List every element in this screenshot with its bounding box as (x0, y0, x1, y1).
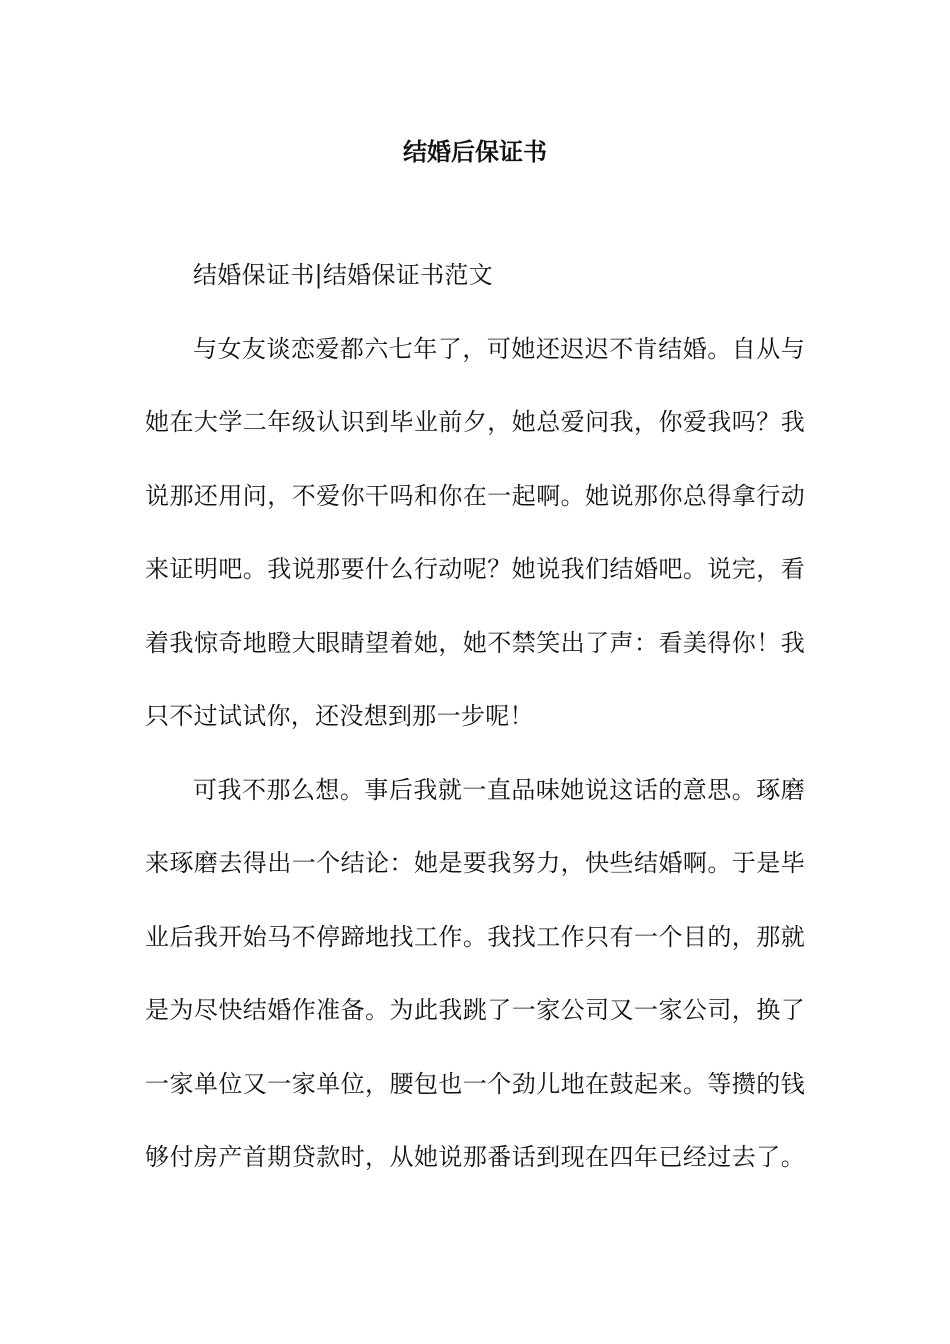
text-line: 来琢磨去得出一个结论：她是要我努力，快些结婚啊。于是毕 (145, 849, 805, 877)
text-line: 只不过试试你，还没想到那一步呢！ (145, 702, 534, 730)
document-title: 结婚后保证书 (403, 137, 547, 166)
text-line: 一家单位又一家单位，腰包也一个劲儿地在鼓起来。等攒的钱 (145, 1069, 805, 1098)
text-line: 业后我开始马不停蹄地找工作。我找工作只有一个目的，那就 (145, 922, 805, 951)
text-line: 与女友谈恋爱都六七年了，可她还迟迟不肯结婚。自从与 (193, 334, 805, 363)
text-line: 够付房产首期贷款时，从她说那番话到现在四年已经过去了。 (145, 1143, 805, 1171)
text-line: 来证明吧。我说那要什么行动呢？她说我们结婚吧。说完，看 (145, 555, 805, 583)
text-line: 说那还用问，不爱你干吗和你在一起啊。她说那你总得拿行动 (145, 481, 805, 510)
text-line: 着我惊奇地瞪大眼睛望着她，她不禁笑出了声：看美得你！我 (145, 628, 805, 657)
text-line: 是为尽快结婚作准备。为此我跳了一家公司又一家公司，换了 (145, 996, 805, 1024)
text-line: 她在大学二年级认识到毕业前夕，她总爱问我，你爱我吗？我 (145, 408, 805, 436)
document-body (145, 252, 805, 1208)
text-line: 可我不那么想。事后我就一直品味她说这话的意思。琢磨 (193, 775, 805, 804)
text-line: 结婚保证书|结婚保证书范文 (193, 261, 493, 289)
